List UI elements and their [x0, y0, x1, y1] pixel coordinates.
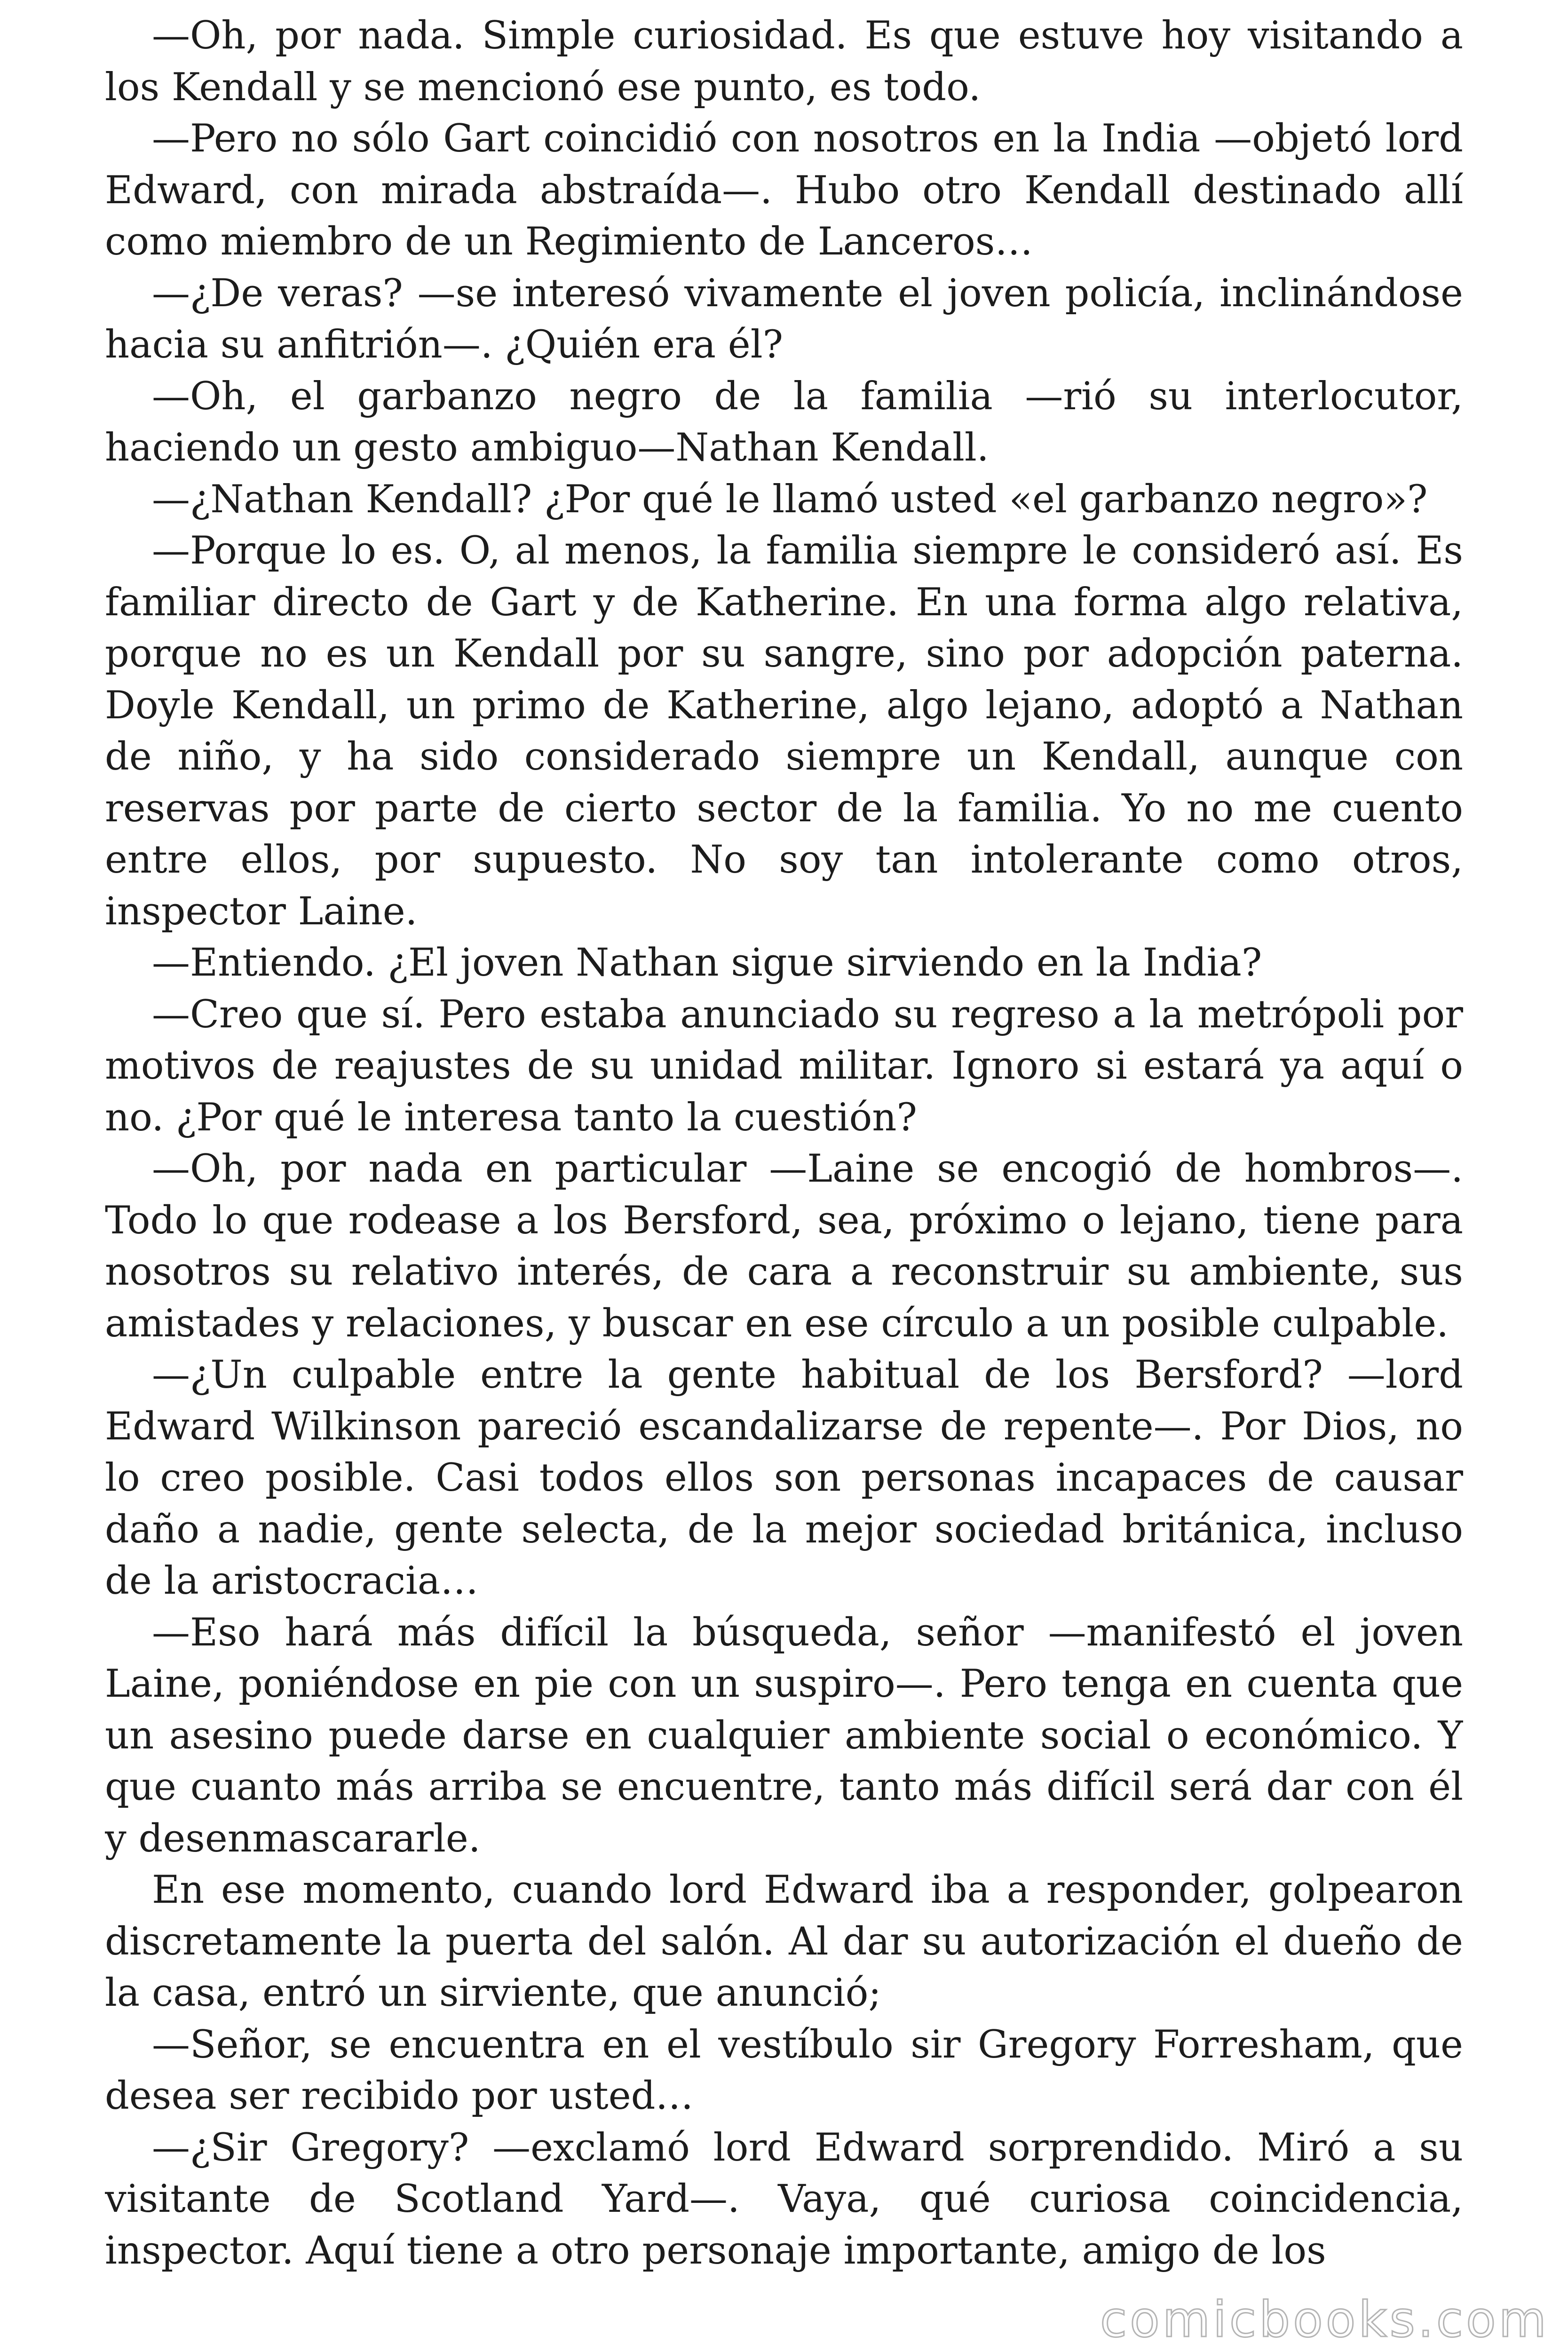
paragraph: —Señor, se encuentra en el vestíbulo sir Gregory Forresham, que desea ser recibido por usted… — [105, 2022, 1463, 2118]
paragraph: —Pero no sólo Gart coincidió con nosotros en la India —objetó lord Edward, con mirada abstraída—. Hubo otro Kendall destinado allí como miembro de un Regimiento de Lanceros… — [105, 117, 1463, 264]
watermark: comicbooks.com — [1100, 2291, 1549, 2348]
paragraph: —¿Sir Gregory? —exclamó lord Edward sorprendido. Miró a su visitante de Scotland Yard—. Vaya, qué curiosa coincidencia, inspector. Aquí tiene a otro personaje importante, amigo de los — [105, 2125, 1463, 2273]
paragraph: —Oh, el garbanzo negro de la familia —rió su interlocutor, haciendo un gesto ambiguo—Nathan Kendall. — [105, 374, 1463, 470]
paragraph: —Oh, por nada. Simple curiosidad. Es que estuve hoy visitando a los Kendall y se mencionó ese punto, es todo. — [105, 14, 1463, 110]
paragraph: —Porque lo es. O, al menos, la familia siempre le consideró así. Es familiar directo de Gart y de Katherine. En una forma algo relativa, porque no es un Kendall por su sangre, sino por adopción paterna. Doyle Kendall, un primo de Katherine, algo lejano, adoptó a Nathan de niño, y ha sido considerado siempre un Kendall, aunque con reservas por parte de cierto sector de la familia. Yo no me cuento entre ellos, por supuesto. No soy tan intolerante como otros, inspector Laine. — [105, 529, 1463, 934]
paragraph: —Entiendo. ¿El joven Nathan sigue sirviendo en la India? — [152, 941, 1262, 985]
paragraph: —Creo que sí. Pero estaba anunciado su regreso a la metrópoli por motivos de reajustes de su unidad militar. Ignoro si estará ya aquí o no. ¿Por qué le interesa tanto la cuestión? — [105, 992, 1463, 1140]
paragraph: —Eso hará más difícil la búsqueda, señor —manifestó el joven Laine, poniéndose en pie con un suspiro—. Pero tenga en cuenta que un asesino puede darse en cualquier ambiente social o económico. Y que cuanto más arriba se encuentre, tanto más difícil será dar con él y desenmascararle. — [105, 1610, 1463, 1861]
paragraph: —¿Nathan Kendall? ¿Por qué le llamó usted «el garbanzo negro»? — [152, 477, 1428, 522]
document-page — [105, 10, 1463, 2329]
paragraph: En ese momento, cuando lord Edward iba a responder, golpearon discretamente la puerta del salón. Al dar su autorización el dueño de la casa, entró un sirviente, que anunció; — [105, 1868, 1463, 2015]
paragraph: —¿De veras? —se interesó vivamente el joven policía, inclinándose hacia su anfitrión—. ¿Quién era él? — [105, 271, 1463, 367]
paragraph: —Oh, por nada en particular —Laine se encogió de hombros—. Todo lo que rodease a los Bersford, sea, próximo o lejano, tiene para nosotros su relativo interés, de cara a reconstruir su ambiente, sus amistades y relaciones, y buscar en ese círculo a un posible culpable. — [105, 1147, 1463, 1346]
paragraph: —¿Un culpable entre la gente habitual de los Bersford? —lord Edward Wilkinson pareció escandalizarse de repente—. Por Dios, no lo creo posible. Casi todos ellos son personas incapaces de causar daño a nadie, gente selecta, de la mejor sociedad británica, incluso de la aristocracia… — [105, 1353, 1463, 1603]
